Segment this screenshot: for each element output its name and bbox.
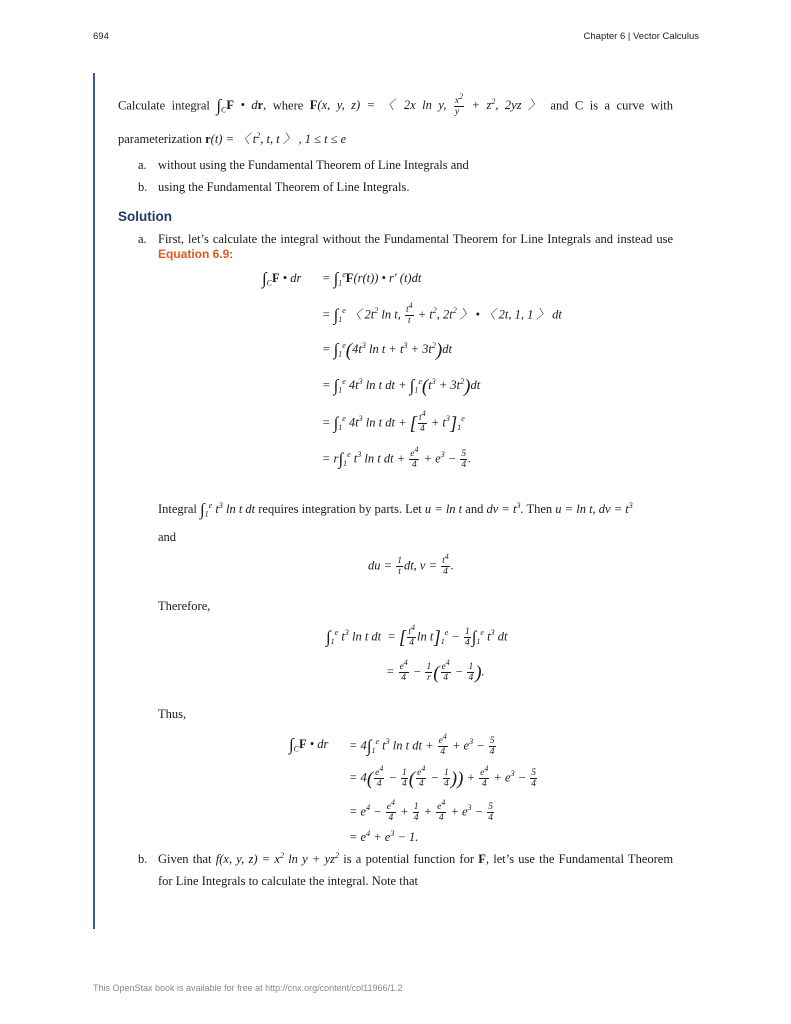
derivation-1-line-3: = $\int_1^e(4t^3$ $\ln t + t^3 + 3t^2)dt$ [322,340,452,361]
solution-a-text: First, let’s calculate the integral without the Fundamental Theorem for Line Integrals and instead use [158,232,673,246]
chapter-title: Chapter 6 | Vector Calculus [583,31,699,42]
problem-line-1: Calculate integral $\int_CF$ • dr, where F(x, y, z) = 〈 2x ln y, $\frac{x^2}{y}$ + $z^2$, 2yz 〉 and C is a curve with [118,91,674,117]
equation-link-line: Equation 6.9: [158,247,233,261]
derivation-1-line-2: = $\int_1^e$ 〈 $2t^2$ ln t, $\frac{t^4}{t}$ + $t^2$, $2t^2$ 〉 • 〈 2t, 1, 1 〉 dt [322,300,562,326]
derivation-2-line-4: = $e^4 + e^3 - 1$. [349,828,419,844]
solution-a-label: a. [138,232,147,246]
derivation-1-line-1: = $\int_1^eF(r(t))$ • r′ (t)dt [322,269,422,288]
equation-link[interactable]: Equation 6.9 [158,247,230,261]
derivation-2-line-2: = 4( $\frac{e^4}{4}$ − $\frac{1}{4}$ ( $\frac{e^4}{4}$ − $\frac{1}{4}$ )) + $\frac{e^4}{4}$ + $e^3$ − $\frac{5}{4}$ [349,763,537,790]
problem-item-b: using the Fundamental Theorem of Line Integrals. [158,180,410,194]
example-border [93,73,95,929]
parts-line-1: $\int_1^e$ $t^3$ ln t dt = [ $\frac{t^4}{4}$ $\ln t]_1^e$ − $\frac{1}{4}$ $\int_1^e$ $t^3$ dt [326,622,508,649]
problem-item-b-label: b. [138,180,148,194]
derivation-2-line-1: = $4\int_1^e$ $t^3$ ln t dt + $\frac{e^4}{4}$ + $e^3$ − $\frac{5}{4}$ [349,731,495,757]
derivation-1-lhs: $\int_CF$ • dr [262,269,302,288]
problem-item-a: without using the Fundamental Theorem of Line Integrals and [158,158,469,172]
page-number: 694 [93,31,109,42]
solution-b-line-1: Given that f(x, y, $z) = x^2$ $\ln y + yz^2$ is a potential function for F, let’s use the Fundamental Theorem [158,850,674,866]
derivation-2-line-3: = $e^4$ − $\frac{e^4}{4}$ + $\frac{1}{4}$ + $\frac{e^4}{4}$ + $e^3$ − $\frac{5}{4}$ [349,797,494,823]
and-line: and [158,530,177,544]
solution-heading: Solution [118,209,172,224]
parts-line-2: = $\frac{e^4}{4}$ − $\frac{1}{r}$ ( $\frac{e^4}{4}$ − $\frac{1}{4}$ ). [386,657,485,684]
problem-line-2: parameterization r(t) = 〈 $t^2$, t, t 〉 , 1 ≤ t ≤ e [118,130,347,146]
derivation-1-line-4: = $\int_1^e$ $4t^3$ ln t dt + $\int_1^e(t^3 + 3t^2)dt$ [322,376,481,397]
problem-item-a-label: a. [138,158,147,172]
param-expr: r(t) = 〈 $t^2$, t, t 〉 , 1 ≤ t ≤ e [205,130,347,146]
derivation-1-line-5: = $\int_1^e$ $4t^3$ ln t dt + [ $\frac{t^4}{4}$ + $t^3]_1^e$ [322,408,465,435]
field-expr: F(x, y, z) = 〈 2x ln y, $\frac{x^2}{y}$ + $z^2$, 2yz 〉 [309,91,544,117]
derivation-1-line-6: = $r\int_1^e$ $t^3$ ln t dt + $\frac{e^4}{4}$ + $e^3$ − $\frac{5}{4}$ . [322,444,472,470]
line-integral-expr: $\int_CF$ • dr, [216,96,267,116]
derivation-2-lhs: $\int_CF$ • dr [289,735,329,754]
footer-text: This OpenStax book is available for free at http://cnx.org/content/col11966/1.2 [93,983,403,993]
solution-b-label: b. [138,852,148,866]
du-v-equation: du = $\frac{1}{t}$ dt, v = $\frac{t^4}{4}$ . [368,551,454,577]
thus-line: Thus, [158,707,187,721]
therefore-line: Therefore, [158,599,211,613]
by-parts-line: Integral $\int_1^e$ $t^3$ ln t dt requires integration by parts. Let u = ln t and dv = $t^3$. Then u = ln t, dv = $t^3$ [158,500,633,519]
solution-b-line-2: for Line Integrals to calculate the integral. Note that [158,874,418,888]
